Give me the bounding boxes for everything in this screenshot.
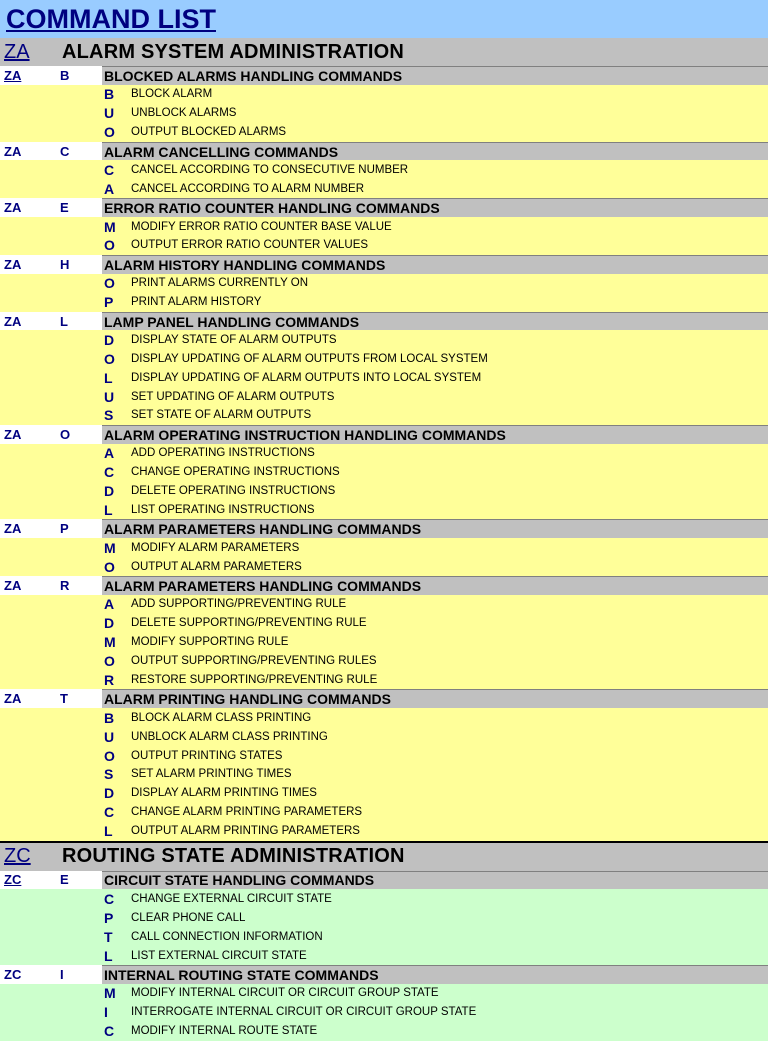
command-row (0, 85, 768, 104)
command-spacer (0, 908, 102, 927)
group-code: ZA (4, 521, 22, 537)
command-key: L (102, 946, 131, 965)
command-spacer (0, 1003, 102, 1022)
command-description: CLEAR PHONE CALL (131, 908, 768, 927)
command-key: U (102, 104, 131, 123)
command-key: L (102, 500, 131, 519)
command-spacer (0, 746, 102, 765)
section-code: ZC (4, 845, 31, 868)
group-code: ZA (4, 691, 22, 707)
group-title: ALARM PARAMETERS HANDLING COMMANDS (102, 576, 768, 595)
command-row (0, 595, 768, 614)
command-key: P (102, 293, 131, 312)
command-key: U (102, 387, 131, 406)
section-za (0, 38, 768, 841)
group-subcode: L (60, 313, 68, 329)
group-code: ZA (4, 67, 22, 83)
group-subcode: R (60, 577, 70, 593)
command-row (0, 463, 768, 482)
command-key: C (102, 463, 131, 482)
command-row (0, 500, 768, 519)
section-header (0, 843, 768, 871)
command-key: U (102, 727, 131, 746)
command-description: CALL CONNECTION INFORMATION (131, 927, 768, 946)
command-spacer (0, 595, 102, 614)
command-description: BLOCK ALARM (131, 85, 768, 104)
command-group-header (0, 519, 768, 538)
command-spacer (0, 463, 102, 482)
command-row (0, 123, 768, 142)
command-row (0, 274, 768, 293)
command-group-header (0, 312, 768, 331)
command-description: MODIFY SUPPORTING RULE (131, 633, 768, 652)
command-row (0, 160, 768, 179)
command-key: D (102, 330, 131, 349)
command-description: UNBLOCK ALARM CLASS PRINTING (131, 727, 768, 746)
command-row (0, 908, 768, 927)
command-row (0, 217, 768, 236)
command-spacer (0, 652, 102, 671)
command-block (0, 871, 768, 1041)
command-row (0, 1022, 768, 1041)
command-spacer (0, 274, 102, 293)
command-row (0, 236, 768, 255)
command-row (0, 746, 768, 765)
command-group-header (0, 576, 768, 595)
command-spacer (0, 765, 102, 784)
command-description: RESTORE SUPPORTING/PREVENTING RULE (131, 671, 768, 690)
command-row (0, 293, 768, 312)
command-description: OUTPUT BLOCKED ALARMS (131, 123, 768, 142)
command-description: DISPLAY UPDATING OF ALARM OUTPUTS FROM LOCAL SYSTEM (131, 349, 768, 368)
group-title: ALARM PARAMETERS HANDLING COMMANDS (102, 519, 768, 538)
group-code: ZC (4, 872, 22, 888)
group-title: ALARM PRINTING HANDLING COMMANDS (102, 689, 768, 708)
command-spacer (0, 822, 102, 841)
command-key: L (102, 368, 131, 387)
command-key: T (102, 927, 131, 946)
command-row (0, 538, 768, 557)
command-key: O (102, 746, 131, 765)
command-row (0, 803, 768, 822)
command-spacer (0, 538, 102, 557)
group-code: ZA (4, 426, 22, 442)
command-spacer (0, 727, 102, 746)
command-spacer (0, 889, 102, 908)
command-description: OUTPUT ERROR RATIO COUNTER VALUES (131, 236, 768, 255)
command-spacer (0, 330, 102, 349)
command-key: D (102, 614, 131, 633)
command-key: A (102, 444, 131, 463)
command-spacer (0, 784, 102, 803)
command-row (0, 784, 768, 803)
command-description: MODIFY INTERNAL CIRCUIT OR CIRCUIT GROUP STATE (131, 984, 768, 1003)
command-spacer (0, 349, 102, 368)
command-description: SET ALARM PRINTING TIMES (131, 765, 768, 784)
group-title: ERROR RATIO COUNTER HANDLING COMMANDS (102, 198, 768, 217)
command-description: CANCEL ACCORDING TO ALARM NUMBER (131, 179, 768, 198)
command-spacer (0, 633, 102, 652)
command-row (0, 104, 768, 123)
command-description: LIST OPERATING INSTRUCTIONS (131, 500, 768, 519)
command-description: DISPLAY STATE OF ALARM OUTPUTS (131, 330, 768, 349)
command-row (0, 652, 768, 671)
command-key: O (102, 652, 131, 671)
command-row (0, 406, 768, 425)
command-spacer (0, 500, 102, 519)
section-code: ZA (4, 40, 30, 63)
command-key: C (102, 1022, 131, 1041)
group-subcode: E (60, 200, 69, 216)
group-code: ZA (4, 143, 22, 159)
command-group-header (0, 255, 768, 274)
group-subcode: I (60, 966, 64, 982)
command-key: B (102, 708, 131, 727)
command-key: O (102, 274, 131, 293)
command-description: BLOCK ALARM CLASS PRINTING (131, 708, 768, 727)
command-spacer (0, 104, 102, 123)
section-title: ALARM SYSTEM ADMINISTRATION (62, 40, 405, 63)
command-row (0, 822, 768, 841)
command-row (0, 727, 768, 746)
command-row (0, 984, 768, 1003)
command-spacer (0, 614, 102, 633)
group-subcode: C (60, 143, 70, 159)
group-code: ZA (4, 313, 22, 329)
command-block (0, 66, 768, 841)
group-subcode: H (60, 256, 70, 272)
command-spacer (0, 368, 102, 387)
command-key: A (102, 595, 131, 614)
group-code: ZA (4, 256, 22, 272)
command-spacer (0, 406, 102, 425)
command-key: S (102, 406, 131, 425)
command-key: M (102, 633, 131, 652)
command-row (0, 633, 768, 652)
command-group-header (0, 425, 768, 444)
group-title: ALARM CANCELLING COMMANDS (102, 142, 768, 161)
command-description: CHANGE ALARM PRINTING PARAMETERS (131, 803, 768, 822)
command-spacer (0, 85, 102, 104)
group-code: ZA (4, 200, 22, 216)
command-key: B (102, 85, 131, 104)
command-description: PRINT ALARMS CURRENTLY ON (131, 274, 768, 293)
command-description: MODIFY ALARM PARAMETERS (131, 538, 768, 557)
command-spacer (0, 160, 102, 179)
command-group-header (0, 965, 768, 984)
command-spacer (0, 179, 102, 198)
command-description: DISPLAY ALARM PRINTING TIMES (131, 784, 768, 803)
command-row (0, 557, 768, 576)
command-spacer (0, 803, 102, 822)
command-group-header (0, 66, 768, 85)
command-description: CHANGE EXTERNAL CIRCUIT STATE (131, 889, 768, 908)
command-key: O (102, 123, 131, 142)
command-row (0, 708, 768, 727)
command-key: D (102, 482, 131, 501)
command-key: M (102, 217, 131, 236)
command-key: M (102, 538, 131, 557)
group-subcode: B (60, 67, 70, 83)
command-row (0, 368, 768, 387)
command-description: SET STATE OF ALARM OUTPUTS (131, 406, 768, 425)
command-key: O (102, 236, 131, 255)
command-key: M (102, 984, 131, 1003)
group-title: ALARM HISTORY HANDLING COMMANDS (102, 255, 768, 274)
command-description: CANCEL ACCORDING TO CONSECUTIVE NUMBER (131, 160, 768, 179)
command-spacer (0, 946, 102, 965)
command-key: O (102, 349, 131, 368)
command-group-header (0, 142, 768, 161)
command-key: O (102, 557, 131, 576)
group-subcode: E (60, 872, 69, 888)
group-title: INTERNAL ROUTING STATE COMMANDS (102, 965, 768, 984)
command-row (0, 765, 768, 784)
command-key: C (102, 889, 131, 908)
command-spacer (0, 236, 102, 255)
command-key: R (102, 671, 131, 690)
command-description: LIST EXTERNAL CIRCUIT STATE (131, 946, 768, 965)
command-row (0, 671, 768, 690)
command-key: P (102, 908, 131, 927)
command-spacer (0, 387, 102, 406)
group-title: BLOCKED ALARMS HANDLING COMMANDS (102, 66, 768, 85)
command-description: ADD OPERATING INSTRUCTIONS (131, 444, 768, 463)
command-spacer (0, 482, 102, 501)
command-key: D (102, 784, 131, 803)
command-description: PRINT ALARM HISTORY (131, 293, 768, 312)
command-group-header (0, 871, 768, 890)
group-title: LAMP PANEL HANDLING COMMANDS (102, 312, 768, 331)
group-subcode: T (60, 691, 68, 707)
command-row (0, 330, 768, 349)
command-row (0, 927, 768, 946)
command-description: OUTPUT ALARM PARAMETERS (131, 557, 768, 576)
command-spacer (0, 708, 102, 727)
command-description: ADD SUPPORTING/PREVENTING RULE (131, 595, 768, 614)
command-description: INTERROGATE INTERNAL CIRCUIT OR CIRCUIT GROUP STATE (131, 1003, 768, 1022)
command-spacer (0, 444, 102, 463)
command-description: OUTPUT PRINTING STATES (131, 746, 768, 765)
group-subcode: P (60, 521, 69, 537)
command-spacer (0, 1022, 102, 1041)
command-description: UNBLOCK ALARMS (131, 104, 768, 123)
command-description: DISPLAY UPDATING OF ALARM OUTPUTS INTO LOCAL SYSTEM (131, 368, 768, 387)
command-group-header (0, 198, 768, 217)
group-title: CIRCUIT STATE HANDLING COMMANDS (102, 871, 768, 890)
command-key: I (102, 1003, 131, 1022)
command-spacer (0, 557, 102, 576)
command-row (0, 444, 768, 463)
command-row (0, 1003, 768, 1022)
command-description: OUTPUT ALARM PRINTING PARAMETERS (131, 822, 768, 841)
group-title: ALARM OPERATING INSTRUCTION HANDLING COMMANDS (102, 425, 768, 444)
page-title: COMMAND LIST (6, 3, 216, 34)
command-description: MODIFY INTERNAL ROUTE STATE (131, 1022, 768, 1041)
page-title-bar (0, 0, 768, 38)
section-header (0, 38, 768, 66)
command-key: S (102, 765, 131, 784)
command-key: L (102, 822, 131, 841)
command-row (0, 614, 768, 633)
command-row (0, 349, 768, 368)
command-key: A (102, 179, 131, 198)
command-spacer (0, 984, 102, 1003)
command-description: OUTPUT SUPPORTING/PREVENTING RULES (131, 652, 768, 671)
command-spacer (0, 293, 102, 312)
command-spacer (0, 671, 102, 690)
command-description: DELETE SUPPORTING/PREVENTING RULE (131, 614, 768, 633)
command-key: C (102, 160, 131, 179)
command-description: CHANGE OPERATING INSTRUCTIONS (131, 463, 768, 482)
command-description: DELETE OPERATING INSTRUCTIONS (131, 482, 768, 501)
group-code: ZC (4, 966, 22, 982)
section-title: ROUTING STATE ADMINISTRATION (62, 845, 405, 868)
command-row (0, 889, 768, 908)
command-row (0, 482, 768, 501)
group-subcode: O (60, 426, 71, 442)
command-description: SET UPDATING OF ALARM OUTPUTS (131, 387, 768, 406)
group-code: ZA (4, 577, 22, 593)
command-description: MODIFY ERROR RATIO COUNTER BASE VALUE (131, 217, 768, 236)
command-key: C (102, 803, 131, 822)
command-group-header (0, 689, 768, 708)
command-spacer (0, 123, 102, 142)
command-row (0, 946, 768, 965)
command-row (0, 387, 768, 406)
command-spacer (0, 217, 102, 236)
command-spacer (0, 927, 102, 946)
command-row (0, 179, 768, 198)
section-zc (0, 843, 768, 1041)
